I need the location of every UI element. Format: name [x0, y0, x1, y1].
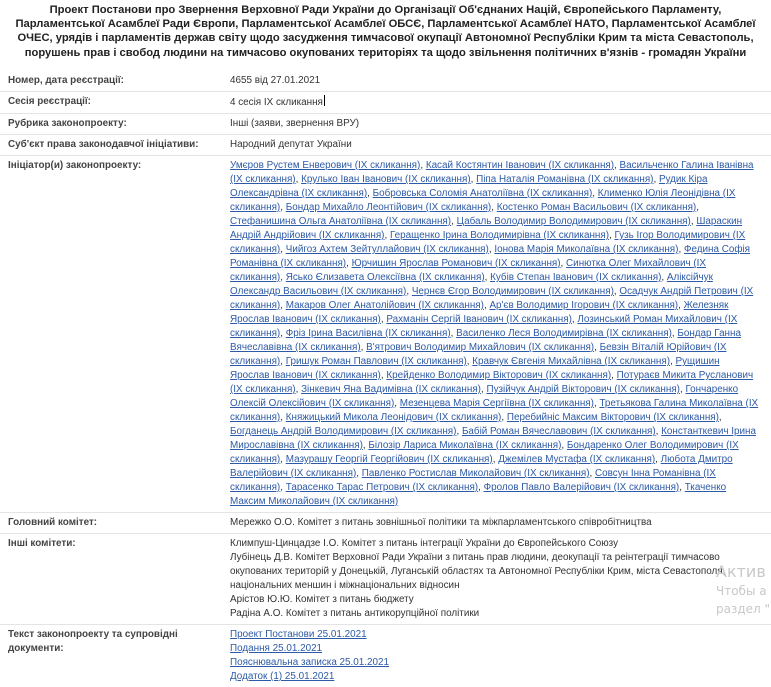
initiator-link[interactable]: Умєров Рустем Енверович (IX скликання) — [230, 160, 420, 171]
initiator-link[interactable]: Васильченко Галина Іванівна (IX скликання) — [230, 160, 754, 185]
initiator-link[interactable]: Рахманін Сергій Іванович (IX скликання) — [386, 314, 572, 325]
initiators-list: Умєров Рустем Енверович (IX скликання), Касай Костянтин Іванович (IX скликання), Васильченко Галина Іванівна (IX скликання), Крулько Іван Іванович (IX скликання), Піпа Наталія Романівна (IX скликання), Рудик Кіра Олександрівна (IX скликання), Бобровська Соломія Анатоліївна (IX скликання), Клименко Юлія Леонідівна (IX скликання), Бондар Михайло Леонтійович (IX скликання), Костенко Роман Васильович (IX скликання), Стефанишина Ольга Анатоліївна (IX скликання), Цабаль Володимир Володимирович (IX скликання), Шараскин Андрій Андрійович (IX скликання), Геращенко Ірина Володимирівна (IX скликання), Гузь Ігор Володимирович (IX скликання), Чийгоз Ахтем Зейтуллайович (IX скликання), Іонова Марія Миколаївна (IX скликання), Федина Софія Романівна (IX скликання), Юрчишин Ярослав Романович (IX скликання), Синютка Олег Михайлович (IX скликання), Ясько Єлизавета Олексіївна (IX скликання), Кубів Степан Іванович (IX скликання), Аліксійчук Олександр Васильович (IX скликання), Чернєв Єгор Володимирович (IX скликання), Осадчук Андрій Петрович (IX скликання), Макаров Олег Анатолійович (IX скликання), Ар'єв Володимир Ігорович (IX скликання), Железняк Ярослав Іванович (IX скликання), Рахманін Сергій Іванович (IX скликання), Лозинський Роман Михайлович (IX скликання), Фріз Ірина Василівна (IX скликання), Василенко Леся Володимирівна (IX скликання), Бондар Ганна Вячеславівна (IX скликання), В'ятрович Володимир Михайлович (IX скликання), Бевзін Віталій Юрійович (IX скликання), Гришук Роман Павлович (IX скликання), Кравчук Євгенія Михайлівна (IX скликання), Рущишин Ярослав Іванович (IX скликання), Крейденко Володимир Вікторович (IX скликання), Потураєв Микита Русланович (IX скликання), Зінкевич Яна Вадимівна (IX скликання), Пузійчук Андрій Вікторович (IX скликання), Гончаренко Олексій Олексійович (IX скликання), Мезенцева Марія Сергіївна (IX скликання), Третьякова Галина Миколаївна (IX скликання), Княжицький Микола Леонідович (IX скликання), Перебийніс Максим Вікторович (IX скликання), Богданець Андрій Володимирович (IX скликання), Бабій Роман Вячеславович (IX скликання), Константкевич Ірина Мирославівна (IX скликання), Білозір Лариса Миколаївна (IX скликання), Бондаренко Олег Володимирович (IX скликання), Мазурашу Георгій Георгійович (IX скликання), Джемілев Мустафа (IX скликання), Любота Дмитро Валерійович (IX скликання), Павленко Ростислав Миколайович (IX скликання), Совсун Інна Романівна (IX скликання), Тарасенко Тарас Петрович (IX скликання), Фролов Павло Валерійович (IX скликання), Ткаченко Максим Миколайович (IX скликання) — [228, 156, 771, 513]
subject-value: Народний депутат України — [228, 135, 771, 156]
rubric-value: Інші (заяви, звернення ВРУ) — [228, 114, 771, 135]
initiator-link[interactable]: Цабаль Володимир Володимирович (IX скликання) — [457, 216, 691, 227]
session-label: Сесія реєстрації: — [0, 92, 228, 114]
windows-activation-watermark — [716, 562, 770, 618]
initiator-link[interactable]: Клименко Юлія Леонідівна (IX скликання) — [230, 188, 735, 213]
initiator-link[interactable]: Піпа Наталія Романівна (IX скликання) — [476, 174, 653, 185]
row-session — [0, 92, 771, 114]
initiator-link[interactable]: Зінкевич Яна Вадимівна (IX скликання) — [301, 384, 481, 395]
initiator-link[interactable]: Потураєв Микита Русланович (IX скликання) — [230, 370, 753, 395]
initiator-link[interactable]: Іонова Марія Миколаївна (IX скликання) — [494, 244, 678, 255]
initiator-link[interactable]: Пузійчук Андрій Вікторович (IX скликання) — [486, 384, 680, 395]
committee-line: Климпуш-Цинцадзе І.О. Комітет з питань інтеграції України до Європейського Союзу — [230, 537, 759, 551]
initiator-link[interactable]: Лозинський Роман Михайлович (IX скликання) — [230, 314, 737, 339]
initiator-link[interactable]: Бондар Ганна Вячеславівна (IX скликання) — [230, 328, 741, 353]
other-committees-list — [228, 534, 771, 625]
document-link[interactable]: Пояснювальна записка 25.01.2021 — [230, 656, 759, 670]
initiator-link[interactable]: Федина Софія Романівна (IX скликання) — [230, 244, 750, 269]
initiator-link[interactable]: Павленко Ростислав Миколайович (IX скликання) — [362, 468, 590, 479]
initiator-link[interactable]: Бобровська Соломія Анатоліївна (IX скликання) — [373, 188, 593, 199]
rubric-label: Рубрика законопроекту: — [0, 114, 228, 135]
text-cursor — [324, 95, 325, 106]
main-committee-value: Мережко О.О. Комітет з питань зовнішньої політики та міжпарламентського співробітництва — [228, 513, 771, 534]
title-line: порушень прав і свобод людини на тимчасово окупованих територіях та щодо звільнення політичних в'язнів - громадян України — [0, 46, 771, 60]
initiator-link[interactable]: Василенко Леся Володимирівна (IX скликання) — [456, 328, 672, 339]
initiator-link[interactable]: Крейденко Володимир Вікторович (IX скликання) — [386, 370, 611, 381]
documents-label: Текст законопроекту та супровідні документи: — [0, 625, 228, 687]
page-title — [0, 3, 771, 60]
committee-line: Лубінець Д.В. Комітет Верховної Ради України з питань прав людини, деокупації та реінтеграції тимчасово окупованих територій у Донецькій, Луганській областях та Автономної Республіки Крим, міста Севастополя, національних меншин і міжнаціональних відносин — [230, 551, 759, 593]
initiator-link[interactable]: Ар'єв Володимир Ігорович (IX скликання) — [489, 300, 678, 311]
initiator-link[interactable]: Макаров Олег Анатолійович (IX скликання) — [286, 300, 484, 311]
initiator-link[interactable]: Гришук Роман Павлович (IX скликання) — [286, 356, 467, 367]
watermark-line: Чтобы а — [716, 582, 770, 600]
initiator-link[interactable]: Тарасенко Тарас Петрович (IX скликання) — [286, 482, 478, 493]
initiator-link[interactable]: Фролов Павло Валерійович (IX скликання) — [484, 482, 680, 493]
title-line: Парламентської Асамблеї Ради Європи, Парламентської Асамблеї ОБСЄ, Парламентської Асамблеї НАТО, Парламентської Асамблеї — [0, 17, 771, 31]
initiator-link[interactable]: Перебийніс Максим Вікторович (IX скликання) — [507, 412, 719, 423]
registration-value: 4655 від 27.01.2021 — [228, 71, 771, 92]
row-rubric — [0, 114, 771, 135]
initiator-link[interactable]: Любота Дмитро Валерійович (IX скликання) — [230, 454, 733, 479]
initiator-link[interactable]: Ясько Єлизавета Олексіївна (IX скликання) — [286, 272, 485, 283]
initiator-link[interactable]: Бондар Михайло Леонтійович (IX скликання) — [286, 202, 491, 213]
initiator-link[interactable]: Богданець Андрій Володимирович (IX скликання) — [230, 426, 456, 437]
initiator-link[interactable]: Фріз Ірина Василівна (IX скликання) — [286, 328, 451, 339]
initiator-link[interactable]: Шараскин Андрій Андрійович (IX скликання) — [230, 216, 742, 241]
initiators-label: Ініціатор(и) законопроекту: — [0, 156, 228, 513]
initiator-link[interactable]: Ткаченко Максим Миколайович (IX скликання) — [230, 482, 726, 507]
initiator-link[interactable]: Осадчук Андрій Петрович (IX скликання) — [230, 286, 753, 311]
initiator-link[interactable]: Касай Костянтин Іванович (IX скликання) — [426, 160, 614, 171]
committee-line: Радіна А.О. Комітет з питань антикорупційної політики — [230, 607, 759, 621]
initiator-link[interactable]: Чернєв Єгор Володимирович (IX скликання) — [412, 286, 614, 297]
initiator-link[interactable]: Мезенцева Марія Сергіївна (IX скликання) — [400, 398, 594, 409]
committee-line: Арістов Ю.Ю. Комітет з питань бюджету — [230, 593, 759, 607]
other-committees-label: Інші комітети: — [0, 534, 228, 625]
watermark-line: Актив — [716, 562, 770, 582]
initiator-link[interactable]: Кубів Степан Іванович (IX скликання) — [490, 272, 661, 283]
initiator-link[interactable]: Аліксійчук Олександр Васильович (IX скликання) — [230, 272, 713, 297]
initiator-link[interactable]: Бевзін Віталій Юрійович (IX скликання) — [230, 342, 726, 367]
initiator-link[interactable]: Княжицький Микола Леонідович (IX скликання) — [286, 412, 502, 423]
row-other-committees — [0, 534, 771, 625]
initiator-link[interactable]: Бондаренко Олег Володимирович (IX скликання) — [230, 440, 739, 465]
initiator-link[interactable]: Юрчишин Ярослав Романович (IX скликання) — [352, 258, 561, 269]
title-line: Проект Постанови про Звернення Верховної Ради України до Організації Об'єднаних Націй, Європейського Парламенту, — [0, 3, 771, 17]
initiator-link[interactable]: В'ятрович Володимир Михайлович (IX скликання) — [366, 342, 594, 353]
row-registration — [0, 71, 771, 92]
document-link[interactable]: Додаток (1) 25.01.2021 — [230, 670, 759, 684]
initiator-link[interactable]: Костенко Роман Васильович (IX скликання) — [497, 202, 697, 213]
initiator-link[interactable]: Рущишин Ярослав Іванович (IX скликання) — [230, 356, 720, 381]
initiator-link[interactable]: Третьякова Галина Миколаївна (IX скликання) — [230, 398, 758, 423]
initiator-link[interactable]: Мазурашу Георгій Георгійович (IX скликання) — [286, 454, 493, 465]
initiator-link[interactable]: Синютка Олег Михайлович (IX скликання) — [230, 258, 706, 283]
main-committee-label: Головний комітет: — [0, 513, 228, 534]
registration-label: Номер, дата реєстрації: — [0, 71, 228, 92]
initiator-link[interactable]: Стефанишина Ольга Анатоліївна (IX скликання) — [230, 216, 451, 227]
subject-label: Суб'єкт права законодавчої ініціативи: — [0, 135, 228, 156]
document-link[interactable]: Проект Постанови 25.01.2021 — [230, 628, 759, 642]
bill-info-table — [0, 71, 771, 687]
initiator-link[interactable]: Крулько Іван Іванович (IX скликання) — [301, 174, 471, 185]
initiator-link[interactable]: Джемілев Мустафа (IX скликання) — [498, 454, 655, 465]
row-main-committee — [0, 513, 771, 534]
initiator-link[interactable]: Бабій Роман Вячеславович (IX скликання) — [462, 426, 656, 437]
session-value-cell — [228, 92, 771, 114]
initiator-link[interactable]: Білозір Лариса Миколаївна (IX скликання) — [368, 440, 561, 451]
row-initiators — [0, 156, 771, 513]
document-link[interactable]: Подання 25.01.2021 — [230, 642, 759, 656]
session-value: 4 сесія IX скликання — [230, 97, 323, 108]
initiator-link[interactable]: Железняк Ярослав Іванович (IX скликання) — [230, 300, 728, 325]
watermark-line: раздел " — [716, 600, 770, 618]
initiator-link[interactable]: Константкевич Ірина Мирославівна (IX скликання) — [230, 426, 756, 451]
initiator-link[interactable]: Гончаренко Олексій Олексійович (IX скликання) — [230, 384, 738, 409]
initiator-link[interactable]: Гузь Ігор Володимирович (IX скликання) — [230, 230, 745, 255]
initiator-link[interactable]: Чийгоз Ахтем Зейтуллайович (IX скликання) — [286, 244, 489, 255]
initiator-link[interactable]: Геращенко Ірина Володимирівна (IX скликання) — [390, 230, 609, 241]
title-line: ОЧЕС, урядів і парламентів держав світу щодо засудження тимчасової окупації Автономної Республіки Крим та міста Севастополь, — [0, 31, 771, 45]
initiator-link[interactable]: Рудик Кіра Олександрівна (IX скликання) — [230, 174, 707, 199]
initiator-link[interactable]: Кравчук Євгенія Михайлівна (IX скликання) — [472, 356, 670, 367]
row-subject — [0, 135, 771, 156]
initiator-link[interactable]: Совсун Інна Романівна (IX скликання) — [230, 468, 716, 493]
